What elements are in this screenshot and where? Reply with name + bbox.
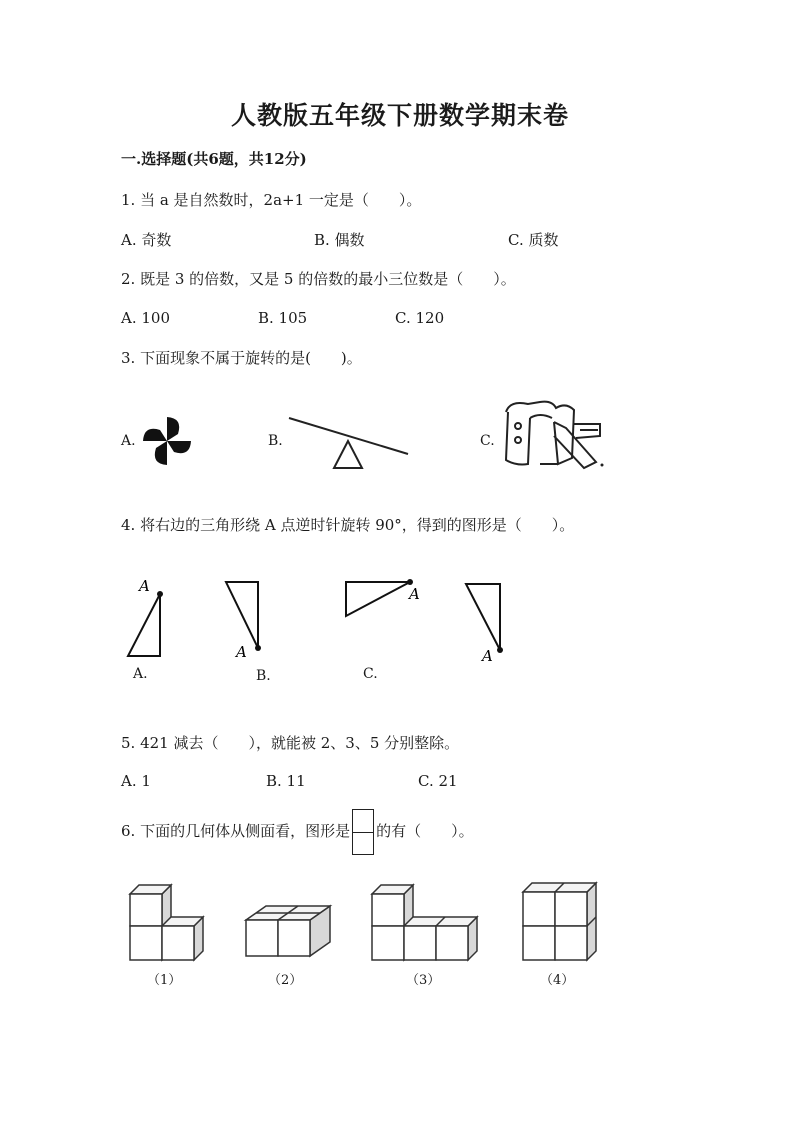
q3-option-a[interactable]: A.	[121, 433, 136, 449]
q1-option-a[interactable]: A. 奇数	[121, 231, 172, 249]
q6-stem-after: 的有（ ）。	[376, 822, 474, 840]
figure-4-label: （4）	[540, 973, 575, 988]
q2-option-c[interactable]: C. 120	[395, 309, 445, 327]
figure-1-label: （1）	[147, 973, 182, 988]
q4-ref-point-label: A	[482, 647, 493, 665]
q3-option-b[interactable]: B.	[268, 433, 283, 449]
q1-option-c[interactable]: C. 质数	[508, 231, 559, 249]
page-title: 人教版五年级下册数学期末卷	[230, 101, 569, 130]
q3-option-c[interactable]: C.	[480, 433, 495, 449]
cube-figure-1	[120, 880, 210, 960]
question-2-stem: 2. 既是 3 的倍数，又是 5 的倍数的最小三位数是（ ）。	[121, 270, 516, 288]
cube-figure-2	[240, 898, 340, 960]
q5-option-a[interactable]: A. 1	[121, 772, 151, 790]
q4-figure-a	[120, 572, 180, 662]
question-5-stem: 5. 421 减去（ ），就能被 2、3、5 分别整除。	[121, 734, 460, 752]
q4-figure-b	[220, 578, 280, 668]
q5-option-b[interactable]: B. 11	[266, 772, 306, 790]
q6-stem-before: 6. 下面的几何体从侧面看，图形是	[121, 822, 351, 840]
q4-option-b[interactable]: B.	[256, 668, 271, 684]
q4-option-c[interactable]: C.	[363, 666, 378, 682]
q4-figure-c	[340, 572, 430, 632]
question-3-stem: 3. 下面现象不属于旋转的是( )。	[121, 349, 362, 367]
side-view-shape-icon	[352, 809, 374, 855]
q4-reference-triangle	[462, 580, 522, 670]
question-1-stem: 1. 当 a 是自然数时，2a+1 一定是（ ）。	[121, 191, 422, 209]
q4-a-point-label: A	[139, 577, 150, 595]
q4-b-point-label: A	[236, 643, 247, 661]
figure-3-label: （3）	[406, 973, 441, 988]
section-heading: 一.选择题(共6题，共12分)	[121, 150, 307, 168]
slide-icon	[500, 398, 608, 472]
pinwheel-icon	[138, 412, 198, 470]
cube-figure-4	[515, 878, 605, 960]
q4-c-point-label: A	[409, 585, 420, 603]
question-4-stem: 4. 将右边的三角形绕 A 点逆时针旋转 90°，得到的图形是（ ）。	[121, 516, 575, 534]
q4-option-a[interactable]: A.	[133, 666, 148, 682]
q5-option-c[interactable]: C. 21	[418, 772, 458, 790]
q2-option-a[interactable]: A. 100	[121, 309, 170, 327]
q1-option-b[interactable]: B. 偶数	[314, 231, 365, 249]
figure-2-label: （2）	[268, 973, 303, 988]
question-6-stem	[121, 807, 474, 855]
q2-option-b[interactable]: B. 105	[258, 309, 308, 327]
seesaw-icon	[286, 410, 411, 472]
cube-figure-3	[364, 880, 484, 960]
